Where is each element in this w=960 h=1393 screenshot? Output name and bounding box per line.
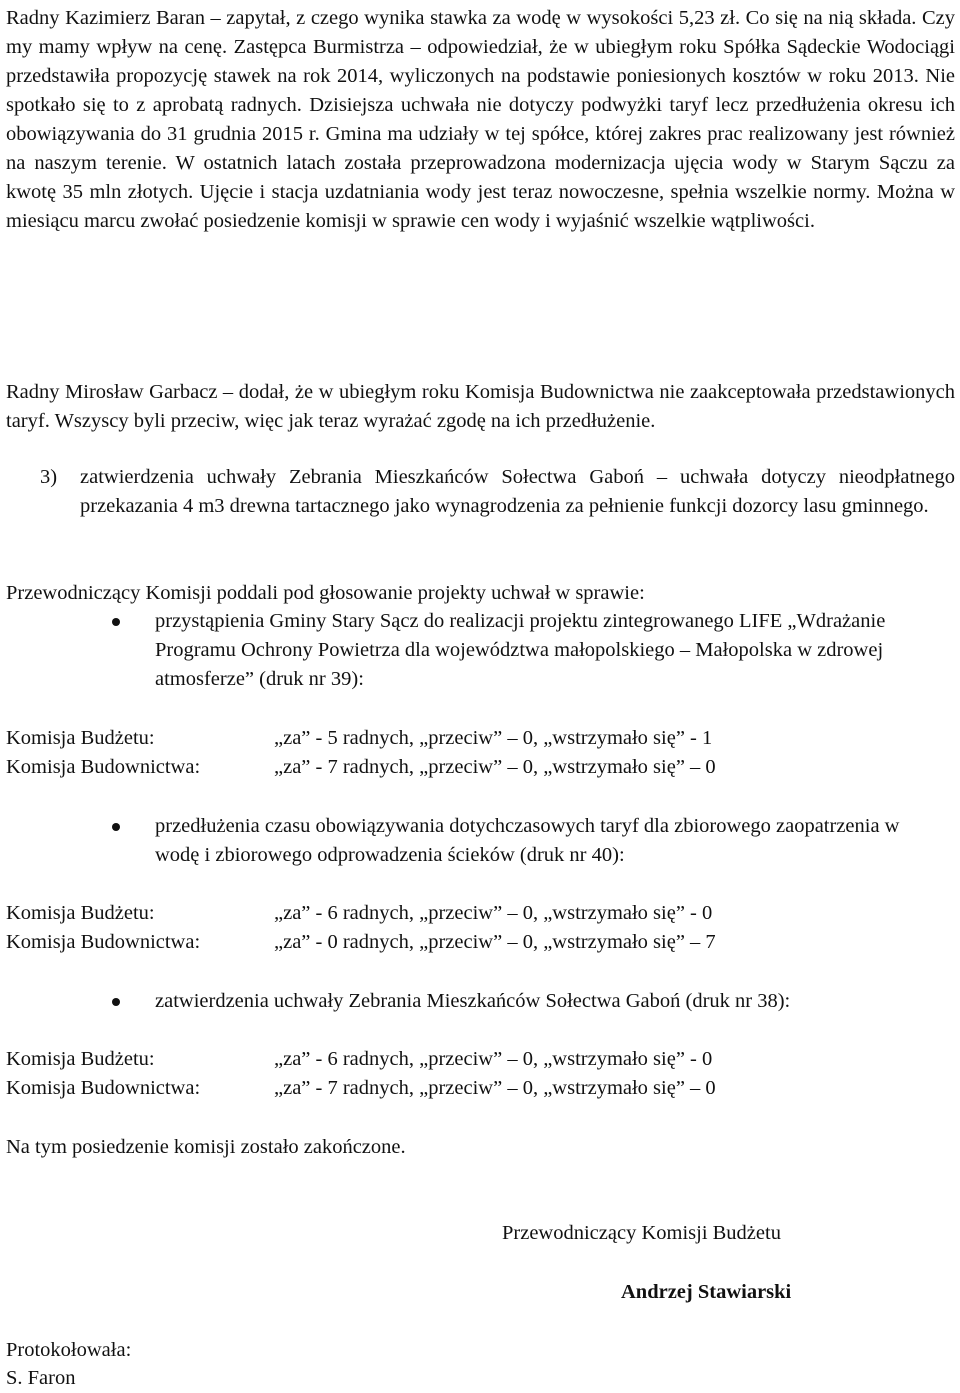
vote-result: „za” - 7 radnych, „przeciw” – 0, „wstrzymało się” – 0 bbox=[274, 756, 716, 778]
vote-result: „za” - 6 radnych, „przeciw” – 0, „wstrzymało się” - 0 bbox=[274, 902, 713, 924]
closing-sentence: Na tym posiedzenie komisji zostało zakończone. bbox=[6, 1136, 406, 1158]
vote-committee: Komisja Budżetu: bbox=[6, 902, 155, 924]
paragraph-text: Radny Mirosław Garbacz – dodał, że w ubiegłym roku Komisja Budownictwa nie zaakceptowała przedstawionych taryf. Wszyscy byli przeciw, więc jak teraz wyrażać zgodę na ich przedłużenie. bbox=[6, 381, 955, 432]
bullet-icon bbox=[112, 823, 120, 831]
vote-committee: Komisja Budżetu: bbox=[6, 1048, 155, 1070]
resolution-text: zatwierdzenia uchwały Zebrania Mieszkańców Sołectwa Gaboń (druk nr 38): bbox=[155, 990, 791, 1012]
vote-result: „za” - 0 radnych, „przeciw” – 0, „wstrzymało się” – 7 bbox=[274, 931, 716, 953]
vote-committee: Komisja Budownictwa: bbox=[6, 756, 201, 778]
vote-result: „za” - 7 radnych, „przeciw” – 0, „wstrzymało się” – 0 bbox=[274, 1077, 716, 1099]
vote-result: „za” - 6 radnych, „przeciw” – 0, „wstrzymało się” - 0 bbox=[274, 1048, 713, 1070]
paragraph-text: Radny Kazimierz Baran – zapytał, z czego wynika stawka za wodę w wysokości 5,23 zł. Co się na nią składa. Czy my mamy wpływ na cenę. Zastępca Burmistrza – odpowiedział, że w ubiegłym roku Spółka Sądeckie Wodociągi przedstawiła propozycję stawek na rok 2014, wyliczonych na podstawie poniesionych kosztów w roku 2013. Nie spotkało się to z aprobatą radnych. Dzisiejsza uchwała nie dotyczy podwyżki taryf lecz przedłużenia okresu ich obowiązywania do 31 grudnia 2015 r. Gmina ma udziały w tej spółce, której zakres prac realizowany jest również na naszym terenie. W ostatnich latach została przeprowadzona modernizacja ujęcia wody w Starym Sączu za kwotę 35 mln złotych. Ujęcie i stacja uzdatniania wody jest teraz nowoczesne, spełnia wszelkie normy. Można w miesiącu marcu zwołać posiedzenie komisji w sprawie cen wody i wyjaśnić wszelkie wątpliwości. bbox=[6, 7, 955, 232]
resolution-text: przystąpienia Gminy Stary Sącz do realizacji projektu zintegrowanego LIFE „Wdrażanie Programu Ochrony Powietrza dla województwa małopolskiego – Małopolska w zdrowej atmosferze” (druk nr 39): bbox=[155, 610, 886, 690]
bullet-icon bbox=[112, 998, 120, 1006]
minutes-name: S. Faron bbox=[6, 1367, 76, 1389]
minutes-label: Protokołowała: bbox=[6, 1339, 132, 1361]
signature-name: Andrzej Stawiarski bbox=[621, 1281, 792, 1303]
agenda-item-text: zatwierdzenia uchwały Zebrania Mieszkańców Sołectwa Gaboń – uchwała dotyczy nieodpłatnego przekazania 4 m3 drewna tartacznego jako wynagrodzenia za pełnienie funkcji dozorcy lasu gminnego. bbox=[80, 466, 955, 517]
vote-committee: Komisja Budownictwa: bbox=[6, 1077, 201, 1099]
vote-committee: Komisja Budżetu: bbox=[6, 727, 155, 749]
bullet-icon bbox=[112, 618, 120, 626]
vote-intro: Przewodniczący Komisji poddali pod głosowanie projekty uchwał w sprawie: bbox=[6, 582, 645, 604]
paragraph-baran-question bbox=[6, 4, 955, 236]
agenda-item-number: 3) bbox=[40, 466, 58, 488]
signature-role: Przewodniczący Komisji Budżetu bbox=[502, 1222, 781, 1244]
vote-result: „za” - 5 radnych, „przeciw” – 0, „wstrzymało się” - 1 bbox=[274, 727, 713, 749]
paragraph-garbacz bbox=[6, 378, 955, 436]
vote-committee: Komisja Budownictwa: bbox=[6, 931, 201, 953]
resolution-text: przedłużenia czasu obowiązywania dotychczasowych taryf dla zbiorowego zaopatrzenia w wodę i zbiorowego odprowadzenia ścieków (druk nr 40): bbox=[155, 815, 900, 866]
